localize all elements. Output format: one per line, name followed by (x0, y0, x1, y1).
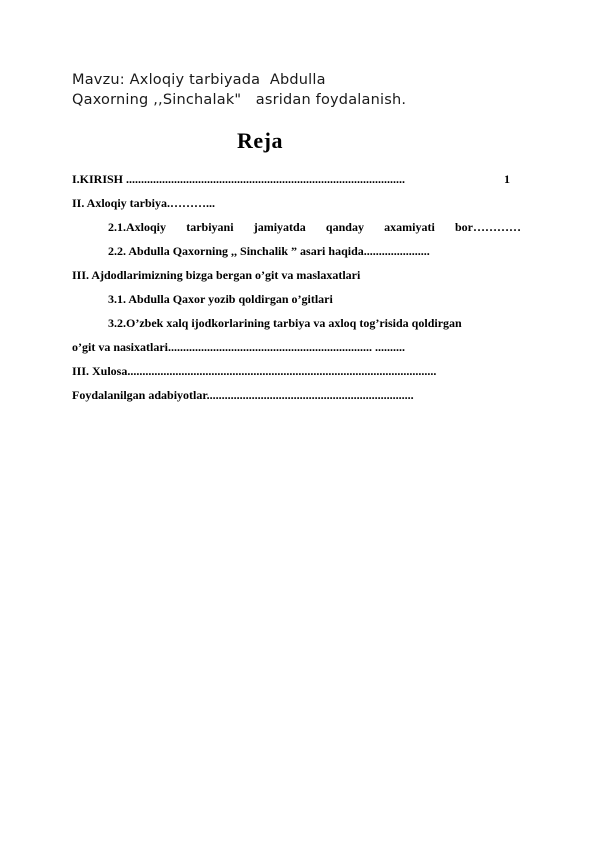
toc-item-3-1: 3.1. Abdulla Qaxor yozib qoldirgan o’gitlari (108, 292, 333, 306)
toc-item-3-2-line-2: o’git va nasixatlari.................................................................... .......... (72, 340, 405, 354)
toc-item-2-1-word: tarbiyani (186, 220, 234, 234)
toc-item-kirish-page: 1 (504, 172, 510, 186)
toc-section-3: III. Ajdodlarimizning bizga bergan o’git va maslaxatlari (72, 268, 361, 282)
toc-item-kirish-label: I.KIRISH ............................................................................................. (72, 172, 406, 186)
toc-item-xulosa: III. Xulosa....................................................................................................... (72, 364, 437, 378)
toc-item-2-1-word: qanday (325, 220, 364, 234)
topic-line-1: Mavzu: Axloqiy tarbiyada Abdulla (72, 72, 326, 88)
toc-item-2-1-word: axamiyati (384, 220, 435, 234)
toc-item-2-1-word: jamiyatda (253, 220, 306, 234)
toc-item-2-1-word: 2.1.Axloqiy (108, 220, 167, 234)
topic-line-2: Qaxorning ,,Sinchalak" asridan foydalanish. (72, 92, 407, 108)
toc-item-2-1 (108, 220, 521, 235)
toc-item-adabiyotlar: Foydalanilgan adabiyotlar..................................................................... (72, 388, 414, 402)
toc-item-2-1-word: bor………… (455, 220, 521, 234)
plan-title: Reja (237, 128, 283, 153)
toc-section-2: II. Axloqiy tarbiya.………... (72, 196, 216, 210)
toc-item-2-2: 2.2. Abdulla Qaxorning ,, Sinchalik ” asari haqida...................... (108, 244, 430, 258)
toc-item-3-2-line-1: 3.2.O’zbek xalq ijodkorlarining tarbiya va axloq tog’risida qoldirgan (108, 316, 462, 330)
topic-heading (72, 70, 512, 110)
toc-item-kirish (72, 172, 405, 187)
